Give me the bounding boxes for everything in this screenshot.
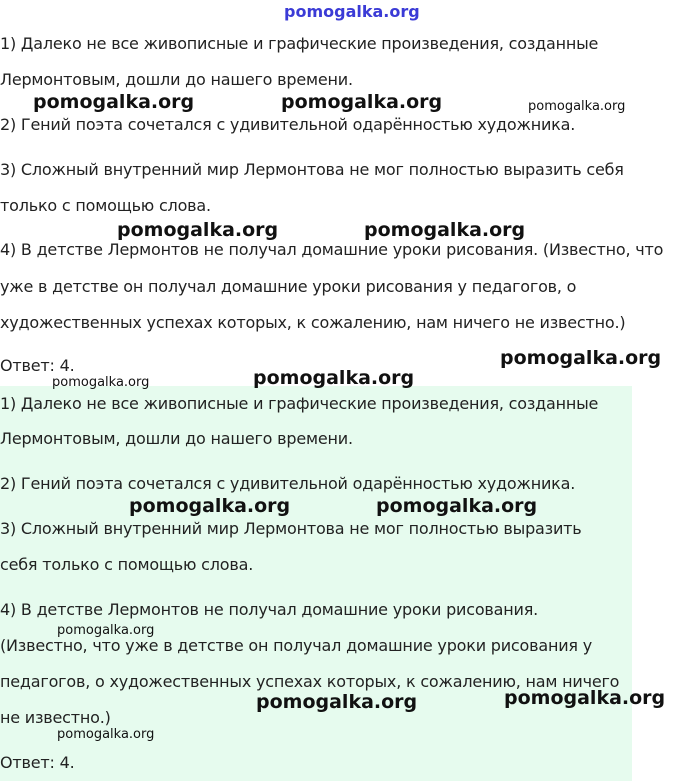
watermark: pomogalka.org <box>376 495 538 517</box>
block2-line-8: педагогов, о художественных успехах которых, к сожалению, нам ничего <box>0 672 620 691</box>
block2-line-2: Лермонтовым, дошли до нашего времени. <box>0 429 353 448</box>
watermark: pomogalka.org <box>500 347 662 369</box>
block1-line-8: художественных успехах которых, к сожалению, нам ничего не известно.) <box>0 313 626 332</box>
block1-line-4: 3) Сложный внутренний мир Лермонтова не мог полностью выразить себя <box>0 160 624 179</box>
block1-line-6: 4) В детстве Лермонтов не получал домашние уроки рисования. (Известно, что <box>0 240 664 259</box>
watermark: pomogalka.org <box>57 727 155 742</box>
block1-line-3: 2) Гений поэта сочетался с удивительной одарённостью художника. <box>0 115 576 134</box>
site-header-link[interactable]: pomogalka.org <box>284 2 420 21</box>
watermark: pomogalka.org <box>33 91 195 113</box>
watermark: pomogalka.org <box>129 495 291 517</box>
watermark: pomogalka.org <box>52 375 150 390</box>
block1-line-2: Лермонтовым, дошли до нашего времени. <box>0 70 353 89</box>
watermark: pomogalka.org <box>256 691 418 713</box>
block2-line-1: 1) Далеко не все живописные и графические произведения, созданные <box>0 394 599 413</box>
block2-line-3: 2) Гений поэта сочетался с удивительной одарённостью художника. <box>0 474 576 493</box>
block2-line-7: (Известно, что уже в детстве он получал домашние уроки рисования у <box>0 636 592 655</box>
watermark: pomogalka.org <box>364 219 526 241</box>
block2-answer: Ответ: 4. <box>0 753 75 772</box>
block2-line-4: 3) Сложный внутренний мир Лермонтова не мог полностью выразить <box>0 519 582 538</box>
block1-line-7: уже в детстве он получал домашние уроки рисования у педагогов, о <box>0 277 577 296</box>
watermark: pomogalka.org <box>281 91 443 113</box>
block2-line-6: 4) В детстве Лермонтов не получал домашние уроки рисования. <box>0 600 539 619</box>
watermark: pomogalka.org <box>504 687 666 709</box>
block1-line-1: 1) Далеко не все живописные и графические произведения, созданные <box>0 34 599 53</box>
block1-answer: Ответ: 4. <box>0 356 75 375</box>
block2-line-9: не известно.) <box>0 708 111 727</box>
watermark: pomogalka.org <box>528 99 626 114</box>
block1-line-5: только с помощью слова. <box>0 196 211 215</box>
watermark: pomogalka.org <box>57 623 155 638</box>
block2-line-5: себя только с помощью слова. <box>0 555 254 574</box>
watermark: pomogalka.org <box>117 219 279 241</box>
watermark: pomogalka.org <box>253 367 415 389</box>
